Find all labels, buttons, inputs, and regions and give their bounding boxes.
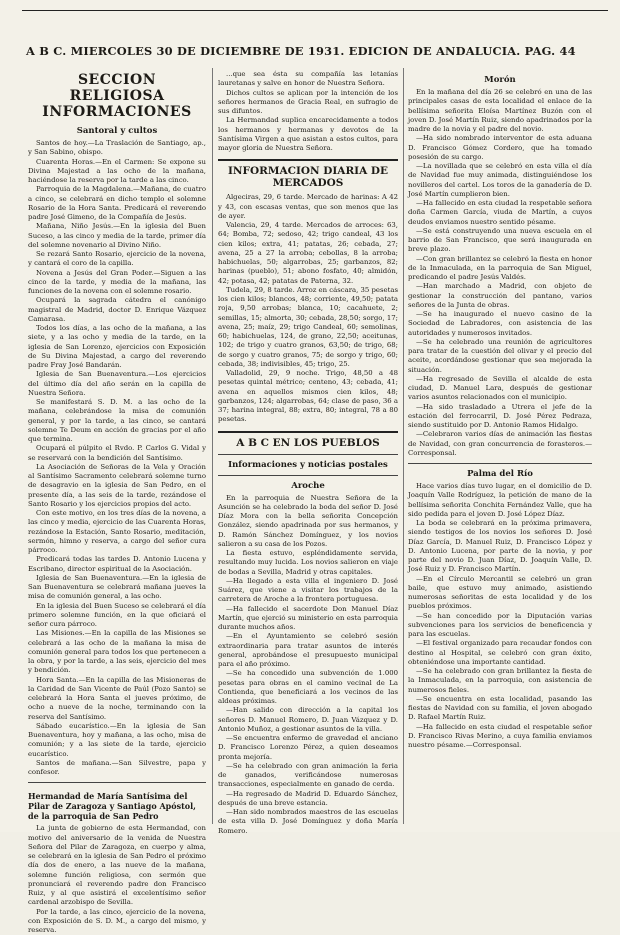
- top-rule: [22, 10, 608, 11]
- column-3: [408, 70, 592, 820]
- pueblos-subtitle: Informaciones y noticias postales: [218, 460, 398, 470]
- paragraph: La junta de gobierno de esta Hermandad, con motivo del aniversario de la venida de Nuestra Señora del Pilar de Zaragoza, en cuerpo y alma, se celebrará en la iglesia de San Pedro el próximo día dos de enero, a las nueve de la mañana, solemne función religiosa, con sermón que pronunciará el reverendo padre don Francisco Ruiz, y al que asistirá el excelentísimo señor cardenal arzobispo de Sevilla.: [28, 824, 206, 907]
- paragraph: Novena a Jesús del Gran Poder.—Siguen a las cinco de la tarde, y media de la mañana, las funciones de la novena con el solemne rosario.: [28, 269, 206, 297]
- paragraph: Parroquia de la Magdalena.—Mañana, de cuatro a cinco, se celebrará en dicho templo el solemne Rosario de la Hora Santa. Predicará el reverendo padre José Gimeno, de la Compañía de Jesús.: [28, 185, 206, 222]
- divider: [218, 475, 398, 476]
- paragraph: —En el Círculo Mercantil se celebró un gran baile, que estuvo muy animado, asistiendo numerosas señoritas de esta localidad y de los pueblos próximos.: [408, 575, 592, 612]
- paragraph: En la mañana del día 26 se celebró en una de las principales casas de esta localidad el enlace de la bellísima señorita Eloísa Martínez Buzón con el joven D. José Martín Ruiz, siendo apadrinados por la madre de la novia y el padre del novio.: [408, 88, 592, 134]
- column-1: [28, 70, 206, 820]
- paragraph: —Se ha inaugurado el nuevo casino de la Sociedad de Labradores, con asistencia de las autoridades y numerosos invitados.: [408, 310, 592, 338]
- paragraph: —Ha sido trasladado a Utrera el jefe de la estación del ferrocarril, D. José Pérez Pedraza, siendo sustituido por D. Antonio Ramos Hidalgo.: [408, 403, 592, 431]
- paragraph: —Se han concedido por la Diputación varias subvenciones para los servicios de beneficencia y para las escuelas.: [408, 612, 592, 640]
- paragraph: Con este motivo, en los tres días de la novena, a las cinco y media, ejercicio de las Cuarenta Horas, rezándose la Estación, Santo Rosario, meditación, sermón, himno y reserva, a cargo del señor cura párroco.: [28, 509, 206, 555]
- paragraph: Ocupará el púlpito el Rvdo. P. Carlos G. Vidal y se reservará con la bendición del Santísimo.: [28, 444, 206, 463]
- paragraph: Las Misiones.—En la capilla de las Misiones se celebrará a las ocho de la mañana la misa de comunión general para todos los que pertenecen a la obra, y por la tarde, a las seis, ejercicio del mes y bendición.: [28, 629, 206, 675]
- paragraph: —Se encuentra en esta localidad, pasando las fiestas de Navidad con su familia, el joven abogado D. Rafael Martín Ruiz.: [408, 695, 592, 723]
- paragraph: —Celebraron varios días de animación las fiestas de Navidad, con gran concurrencia de forasteros.—Corresponsal.: [408, 430, 592, 458]
- paragraph: ...que sea ésta su compañía las letanías lauretanas y salve en honor de Nuestra Señora.: [218, 70, 398, 89]
- paragraph: Todos los días, a las ocho de la mañana, a las siete, y a las ocho y media de la tarde, en la iglesia de San Lorenzo, ejercicios con Exposición de Su Divina Majestad, a cargo del reverendo padre Fray José Bandarán.: [28, 324, 206, 370]
- paragraph: Iglesia de San Buenaventura.—En la iglesia de San Buenaventura se celebrará mañana jueves la misa de comunión general, a las ocho.: [28, 574, 206, 602]
- paragraph: Algeciras, 29, 6 tarde. Mercado de harinas: A 42 y 43, con escasas ventas, que son menos que las de ayer.: [218, 193, 398, 221]
- paragraph: —Ha regresado de Madrid D. Eduardo Sánchez, después de una breve estancia.: [218, 790, 398, 809]
- column-2: [218, 70, 398, 820]
- divider: [218, 159, 398, 161]
- divider: [218, 431, 398, 433]
- palma-body: [408, 482, 592, 750]
- paragraph: Se manifestará S. D. M. a las ocho de la mañana, celebrándose la misa de comunión general, y por la tarde, a las cinco, se cantará solemne Te Deum en acción de gracias por el año que termina.: [28, 398, 206, 444]
- moron-title: Morón: [408, 75, 592, 85]
- divider: [28, 782, 206, 783]
- aroche-body: [218, 494, 398, 836]
- paragraph: —Han salido con dirección a la capital los señores D. Manuel Romero, D. Juan Vázquez y D. Antonio Muñoz, a gestionar asuntos de la villa.: [218, 706, 398, 734]
- paragraph: Mañana, Niño Jesús.—En la iglesia del Buen Suceso, a las cinco y media de la tarde, primer día del solemne novenario al Divino Niño.: [28, 222, 206, 250]
- divider: [218, 454, 398, 455]
- paragraph: —La novillada que se celebró en esta villa el día de Navidad fue muy animada, distinguiéndose los novilleros del cartel. Los toros de la ganadería de D. José Martín cumplieron bien.: [408, 162, 592, 199]
- paragraph: Valencia, 29, 4 tarde. Mercados de arroces: 63, 64; Bomba, 72; sedoso, 42; trigo candeal, 43 los cien kilos; extra, 41; patatas, 26; cebada, 27; avena, 25 a 27 la arroba; cebollas, 8 la arroba; habichuelas, 50; algarrobas, 25; garbanzos, 82; harinas (pueblo), 51; abono fosfato, 40; almidón, 42; potasa, 42; patatas de Paterna, 32.: [218, 221, 398, 286]
- page-header: A B C. MIERCOLES 30 DE DICIEMBRE DE 1931. EDICION DE ANDALUCIA. PAG. 44: [26, 44, 612, 60]
- paragraph: —Se encuentra enfermo de gravedad el anciano D. Francisco Lorenzo Pérez, a quien deseamos pronta mejoría.: [218, 734, 398, 762]
- paragraph: Ocupará la sagrada cátedra el canónigo magistral de Madrid, doctor D. Enrique Vázquez Camarasa.: [28, 296, 206, 324]
- divider: [408, 463, 592, 464]
- paragraph: Santos de mañana.—San Silvestre, papa y confesor.: [28, 759, 206, 778]
- hermandad-title: Hermandad de María Santísima del Pilar de Zaragoza y Santiago Apóstol, de la parroquia de San Pedro: [28, 791, 206, 821]
- paragraph: —Se ha celebrado una reunión de agricultores para tratar de la cuestión del olivar y el precio del aceite, acordándose gestionar que sea mejorada la situación.: [408, 338, 592, 375]
- paragraph: Dichos cultos se aplican por la intención de los señores hermanos de Gracia Real, en sufragio de sus difuntos.: [218, 89, 398, 117]
- santoral-body: [28, 139, 206, 777]
- paragraph: —Ha regresado de Sevilla el alcalde de esta ciudad, D. Manuel Lara, después de gestionar varios asuntos relacionados con el municipio.: [408, 375, 592, 403]
- aroche-title: Aroche: [218, 481, 398, 491]
- santoral-title: Santoral y cultos: [28, 126, 206, 136]
- paragraph: La boda se celebrará en la próxima primavera, siendo testigos de los novios los señores D. José Díaz García, D. Manuel Ruiz, D. Francisco López y D. Antonio Lucena, por parte de la novia, y por parte del novio D. Juan Díaz, D. Joaquín Valle, D. José Ruiz y D. Francisco Martín.: [408, 519, 592, 575]
- paragraph: —El festival organizado para recaudar fondos con destino al Hospital, se celebró con gran éxito, obteniéndose una importante cantidad.: [408, 639, 592, 667]
- column-divider: [403, 68, 404, 824]
- lead-body: [218, 70, 398, 153]
- palma-title: Palma del Río: [408, 469, 592, 479]
- paragraph: La fiesta estuvo, espléndidamente servida, resultando muy lucida. Los novios salieron en viaje de bodas a Sevilla, Madrid y otras capitales.: [218, 549, 398, 577]
- paragraph: —Han sido nombrados maestros de las escuelas de esta villa D. José Domínguez y doña María Romero.: [218, 808, 398, 836]
- paragraph: —Ha fallecido en esta ciudad la respetable señora doña Carmen García, viuda de Martín, a cuyos deudos enviamos nuestro sentido pésame.: [408, 199, 592, 227]
- paragraph: —Se ha concedido una subvención de 1.000 pesetas para obras en el camino vecinal de La Contienda, que beneficiará a los vecinos de las aldeas próximas.: [218, 669, 398, 706]
- paragraph: Sábado eucarístico.—En la iglesia de San Buenaventura, hoy y mañana, a las ocho, misa de comunión; y a las siete de la tarde, ejercicio eucarístico.: [28, 722, 206, 759]
- paragraph: Se rezará Santo Rosario, ejercicio de la novena, y cantará el coro de la capilla.: [28, 250, 206, 269]
- paragraph: —Ha fallecido en esta ciudad el respetable señor D. Francisco Rivas Merino, a cuya familia enviamos nuestro pésame.—Corresponsal.: [408, 723, 592, 751]
- pueblos-title: A B C EN LOS PUEBLOS: [218, 437, 398, 449]
- mercados-body: [218, 193, 398, 424]
- paragraph: Santos de hoy.—La Traslación de Santiago, ap., y San Sabino, obispo.: [28, 139, 206, 158]
- paragraph: —Con gran brillantez se celebró la fiesta en honor de la Inmaculada, en la parroquia de San Miguel, predicando el padre Jesús Valdés.: [408, 255, 592, 283]
- section-title: SECCION RELIGIOSA INFORMACIONES: [28, 72, 206, 120]
- paragraph: Cuarenta Horas.—En el Carmen: Se expone su Divina Majestad a las ocho de la mañana, haciéndose la reserva por la tarde a las cinco.: [28, 158, 206, 186]
- paragraph: —Ha fallecido el sacerdote Don Manuel Díaz Martín, que ejerció su ministerio en esta parroquia durante muchos años.: [218, 605, 398, 633]
- paragraph: Hace varios días tuvo lugar, en el domicilio de D. Joaquín Valle Rodríguez, la petición de mano de la bellísima señorita Conchita Fernández Valle, que ha sido pedida para el joven D. José López Díaz.: [408, 482, 592, 519]
- paragraph: Tudela, 29, 8 tarde. Arroz en cáscara, 35 pesetas los cien kilos; blancos, 48; corriente, 49,50; patata roja, 9,50 arrobas; blanca, 10; cacahuete, 2; semillas, 15; almorta, 30; cebada, 28,50; sorgo, 17; avena, 25; maíz, 29; trigo Candeal, 60; semolinas, 60; habichuelas, 124, de grano, 22,50; aceitunas, 102; de trigo y cuatro granos, 63,50; de trigo, 68; de sorgo y cuatro granos, 75; de sorgo y trigo, 60; cebada, 38; indivisibles, 45; trigo, 25.: [218, 286, 398, 369]
- hermandad-body: [28, 824, 206, 935]
- paragraph: —Han marchado a Madrid, con objeto de gestionar la construcción del pantano, varios señores de la Junta de obras.: [408, 282, 592, 310]
- column-divider: [212, 68, 213, 824]
- paragraph: En la parroquia de Nuestra Señora de la Asunción se ha celebrado la boda del señor D. José Díaz Mora con la bella señorita Concepción González, siendo apadrinada por sus hermanos, y D. Ramón Sánchez Domínguez, y los novios salieron a su casa de los Pozos.: [218, 494, 398, 550]
- moron-body: [408, 88, 592, 458]
- mercados-title: INFORMACION DIARIA DE MERCADOS: [218, 165, 398, 189]
- paragraph: —Ha sido nombrado interventor de esta aduana D. Francisco Gómez Cordero, que ha tomado posesión de su cargo.: [408, 134, 592, 162]
- paragraph: La Asociación de Señoras de la Vela y Oración al Santísimo Sacramento celebrará solemne turno de desagravio en la iglesia de San Pedro, en el presente día, a las seis de la tarde, rezándose el Santo Rosario y los ejercicios propios del acto.: [28, 463, 206, 509]
- paragraph: Iglesia de San Buenaventura.—Los ejercicios del último día del año serán en la capilla de Nuestra Señora.: [28, 370, 206, 398]
- paragraph: Por la tarde, a las cinco, ejercicio de la novena, con Exposición de S. D. M., a cargo del mismo, y reserva.: [28, 908, 206, 935]
- paragraph: La Hermandad suplica encarecidamente a todos los hermanos y hermanas y devotos de la Santísima Virgen a que asistan a estos cultos, para mayor gloria de Nuestra Señora.: [218, 116, 398, 153]
- paragraph: —Se está construyendo una nueva escuela en el barrio de San Francisco, que será inaugurada en breve plazo.: [408, 227, 592, 255]
- paragraph: —En el Ayuntamiento se celebró sesión extraordinaria para tratar asuntos de interés general, aprobándose el presupuesto municipal para el año próximo.: [218, 632, 398, 669]
- paragraph: Predicará todas las tardes D. Antonio Lucena y Escribano, director espiritual de la Asociación.: [28, 555, 206, 574]
- paragraph: —Se ha celebrado con gran brillantez la fiesta de la Inmaculada, en la parroquia, con asistencia de numerosos fieles.: [408, 667, 592, 695]
- paragraph: En la iglesia del Buen Suceso se celebrará el día primero solemne función, en la que oficiará el señor cura párroco.: [28, 602, 206, 630]
- paragraph: —Se ha celebrado con gran animación la feria de ganados, verificándose numerosas transacciones, especialmente en ganado de cerda.: [218, 762, 398, 790]
- paragraph: Valladolid, 29, 9 noche. Trigo, 48,50 a 48 pesetas quintal métrico; centeno, 43; cebada, 41; avena en aquellos mismos cien kilos, 48; garbanzos, 124; algarrobas, 64; clase de paso, 36 a 37; harina integral, 88; extra, 80; integral, 78 a 80 pesetas.: [218, 369, 398, 425]
- paragraph: —Ha llegado a esta villa el ingeniero D. José Suárez, que viene a visitar los trabajos de la carretera de Aroche a la frontera portuguesa.: [218, 577, 398, 605]
- paragraph: Hora Santa.—En la capilla de las Misioneras de la Caridad de San Vicente de Paúl (Pozo Santo) se celebrará la Hora Santa el jueves próximo, de ocho a nueve de la noche, terminando con la reserva del Santísimo.: [28, 676, 206, 722]
